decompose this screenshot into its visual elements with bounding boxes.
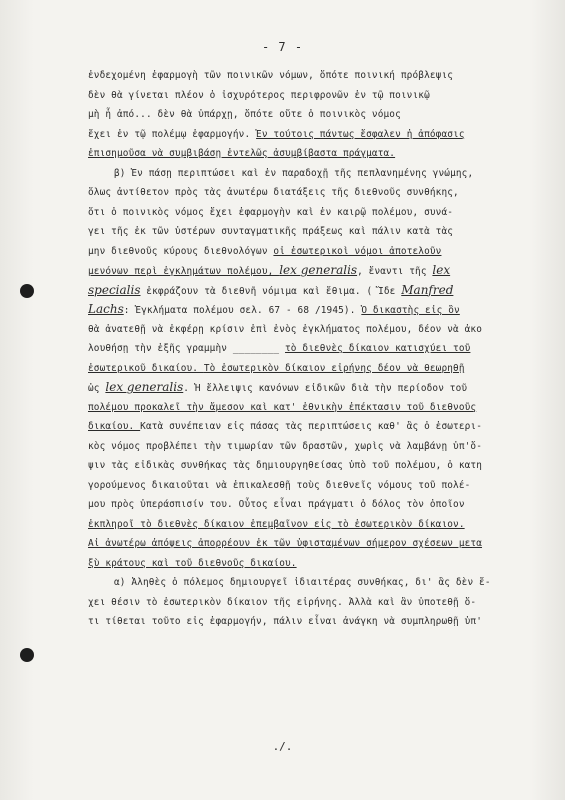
text-line — [88, 612, 548, 632]
text-segment: δὲν θὰ γίνεται πλέον ὁ ἰσχυρότερος περιφρονῶν ἐν τῷ ποινικῷ — [88, 89, 430, 101]
latin-term: lex generalis — [279, 263, 358, 277]
text-line — [88, 242, 548, 262]
text-segment: Κατὰ συνέπειαν εἰς πάσας τὰς περιπτώσεις καθ' ἃς ὁ ἐσωτερι- — [140, 421, 483, 432]
text-line — [88, 398, 548, 418]
typewritten-body — [88, 66, 548, 632]
text-segment: Ἐν τούτοις πάντως ἔσφαλεν ἡ ἀπόφασις — [256, 128, 465, 140]
text-line — [88, 203, 548, 223]
text-line — [88, 417, 548, 437]
text-line — [88, 320, 548, 340]
text-line — [88, 515, 548, 535]
text-line — [88, 378, 548, 398]
text-line — [88, 593, 548, 613]
text-line — [88, 300, 548, 320]
text-segment: Ὁ δικαστὴς εἰς ὃν — [361, 305, 460, 316]
text-segment: ἐσωτερικοῦ δικαίου. — [88, 362, 204, 374]
text-line — [88, 125, 548, 145]
text-line — [88, 476, 548, 496]
text-segment: β) Ἐν πάσῃ περιπτώσει καὶ ἐν παραδοχῇ τῆς πεπλανημένης γνώμης, — [114, 167, 474, 179]
text-line — [88, 261, 548, 281]
text-line — [88, 554, 548, 574]
text-line — [88, 495, 548, 515]
text-segment: . Ἡ ἔλλειψις κανόνων εἰδικῶν διὰ τὴν περίοδον τοῦ — [183, 383, 468, 394]
text-line — [88, 222, 548, 242]
text-segment: ἔχει ἐν τῷ πολέμῳ ἐφαρμογήν. — [88, 128, 257, 140]
text-segment: μην διεθνοῦς κύρους διεθνολόγων — [88, 245, 274, 257]
latin-term: Lachs — [88, 302, 124, 316]
text-line — [88, 359, 548, 379]
text-segment: α) Ἀληθὲς ὁ πόλεμος δημιουργεῖ ἰδιαιτέρας συνθήκας, δι' ἃς δὲν ἔ- — [114, 577, 491, 588]
text-segment: γορούμενος δικαιοῦται νὰ ἐπικαλεσθῇ τοὺς διεθνεῖς νόμους τοῦ πολέ- — [88, 479, 471, 491]
text-segment: τὸ διεθνὲς δίκαιον κατισχύει τοῦ — [285, 343, 471, 354]
text-line — [88, 534, 548, 554]
continuation-mark: ./. — [272, 740, 293, 753]
text-segment: λουθήσῃ τὴν ἑξῆς γραμμὴν ________ — [88, 343, 286, 354]
text-segment: κὸς νόμος προβλέπει τὴν τιμωρίαν τῶν δραστῶν, χωρὶς νὰ λαμβάνῃ ὑπ'ὄ- — [88, 440, 483, 452]
text-segment: ὅλως ἀντίθετον πρὸς τὰς ἀνωτέρω διατάξεις τῆς διεθνοῦς συνθήκης, — [88, 187, 459, 198]
text-segment: Τὸ ἐσωτερικὸν δίκαιον εἰρήνης δέον νὰ θεωρηθῇ — [203, 362, 465, 374]
text-segment: , ἔναντι τῆς — [357, 266, 433, 277]
text-line — [88, 66, 548, 86]
text-line — [88, 164, 548, 184]
text-segment: τι τίθεται τοῦτο εἰς ἐφαρμογήν, πάλιν εἶναι ἀνάγκη νὰ συμπληρωθῇ ὑπ' — [88, 616, 483, 627]
page-number: - 7 - — [261, 40, 304, 54]
text-line — [88, 144, 548, 164]
text-segment: ἐκπληροῖ τὸ διεθνὲς δίκαιον ἐπεμβαῖνον εἰς τὸ ἐσωτερικὸν δίκαιον. — [88, 518, 465, 530]
latin-term: Manfred — [401, 282, 454, 297]
text-segment: ψιν τὰς εἰδικὰς συνθήκας τὰς δημιουργηθείσας ὑπὸ τοῦ πολέμου, ὁ κατη — [88, 460, 483, 471]
latin-term: lex — [432, 263, 451, 277]
text-segment: Αἱ ἀνωτέρω ἀπόψεις ἀπορρέουν ἐκ τῶν ὑφισταμένων σήμερον σχέσεων μετα — [88, 538, 483, 549]
text-line — [88, 86, 548, 106]
text-line — [88, 456, 548, 476]
text-segment: γει τῆς ἐκ τῶν ὑστέρων συνταγματικῆς πράξεως καὶ πάλιν κατὰ τὰς — [88, 226, 454, 237]
text-segment: μὴ ἦ ἀπό... δὲν θὰ ὑπάρχῃ, ὅπότε οὔτε ὁ ποινικὸς νόμος — [88, 109, 401, 120]
text-segment: δικαίου. — [88, 421, 141, 432]
text-line — [88, 437, 548, 457]
text-segment: ἐνδεχομένη ἐφαρμογὴ τῶν ποινικῶν νόμων, ὅπότε ποινική πρόβλεψις — [88, 70, 454, 81]
latin-term: lex generalis — [105, 380, 184, 394]
text-segment: ξὺ κράτους καὶ τοῦ διεθνοῦς δικαίου. — [88, 557, 297, 569]
punch-hole-top — [20, 284, 34, 298]
text-segment: ὅτι ὁ ποινικὸς νόμος ἔχει ἐφαρμογὴν καὶ ἐν καιρῷ πολέμου, συνά- — [88, 206, 454, 218]
text-line — [88, 339, 548, 359]
punch-hole-bottom — [20, 648, 34, 662]
text-segment: μου πρὸς ὑπεράσπισίν του. Οὗτος εἶναι πράγματι ὁ δόλος τὸν ὁποῖον — [88, 499, 465, 510]
text-segment: πολέμου προκαλεῖ τὴν ἄμεσον καὶ κατ' ἐθνικὴν ἐπέκτασιν τοῦ διεθνοῦς — [88, 401, 477, 413]
text-segment: μενόνων περὶ ἐγκλημάτων πολέμου, — [88, 266, 280, 277]
latin-term: specialis — [88, 282, 141, 297]
text-segment: θὰ ἀνατεθῇ νὰ ἐκφέρῃ κρίσιν ἐπὶ ἑνὸς ἐγκλήματος πολέμου, δέον νὰ ἀκο — [88, 323, 483, 335]
text-segment: χει θέσιν τὸ ἐσωτερικὸν δίκαιον τῆς εἰρήνης. Ἀλλὰ καὶ ἂν ὑποτεθῇ ὅ- — [88, 596, 477, 608]
text-segment: ὡς — [88, 383, 106, 394]
text-segment: οἱ ἐσωτερικοὶ νόμοι ἀποτελοῦν — [273, 245, 442, 257]
text-segment: ἐκφράζουν τὰ διεθνῆ νόμιμα καὶ ἔθιμα. ( Ἴδε — [140, 285, 402, 297]
text-segment: : Ἐγκλήματα πολέμου σελ. 67 - 68 /1945). — [123, 305, 362, 316]
text-line — [88, 573, 548, 593]
text-segment: ἐπισημοῦσα νὰ συμβιβάσῃ ἐντελῶς ἀσυμβίβαστα πράγματα. — [88, 148, 396, 159]
text-line — [88, 105, 548, 125]
text-line — [88, 281, 548, 301]
text-line — [88, 183, 548, 203]
